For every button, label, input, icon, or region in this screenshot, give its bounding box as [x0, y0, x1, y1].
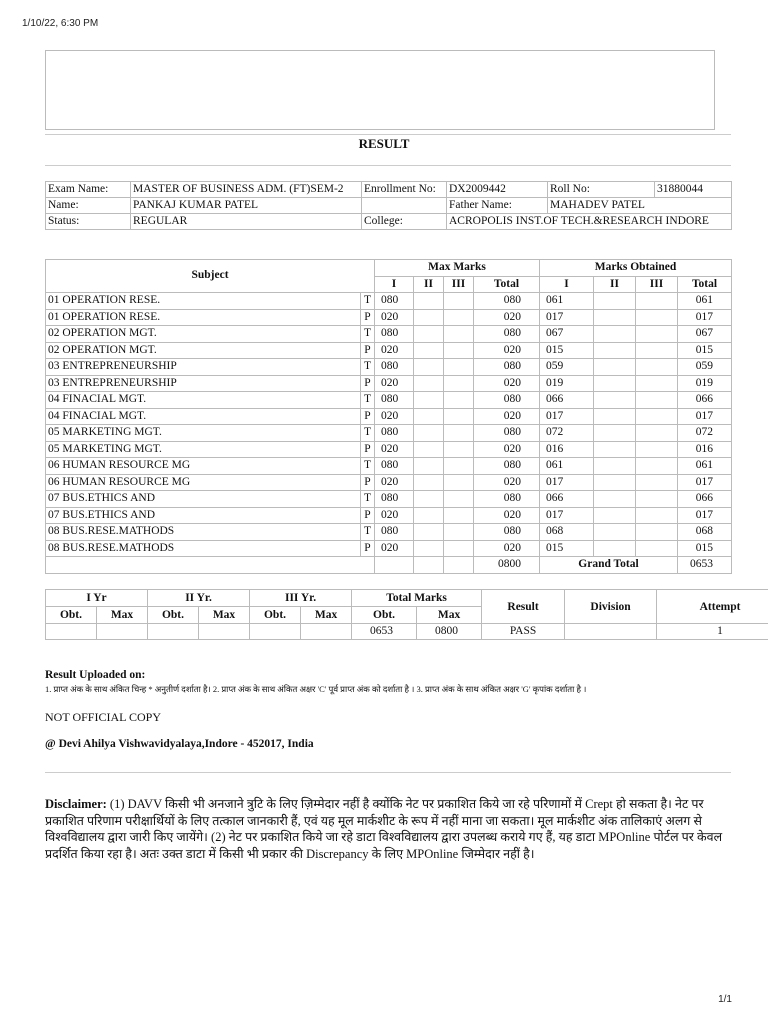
total-obt-value: 0653	[352, 624, 417, 640]
subject-cell: 06 HUMAN RESOURCE MG	[46, 474, 361, 491]
max-i-cell: 080	[375, 491, 414, 508]
max-total-cell: 020	[474, 309, 540, 326]
obt-ii-cell	[594, 392, 636, 409]
obt-i-cell: 066	[540, 491, 594, 508]
empty-cell	[301, 624, 352, 640]
max-total-cell: 080	[474, 359, 540, 376]
obt-iii-cell	[636, 326, 678, 343]
not-official-copy: NOT OFFICIAL COPY	[45, 710, 162, 724]
college-value: ACROPOLIS INST.OF TECH.&RESEARCH INDORE	[447, 214, 732, 230]
result-value: PASS	[482, 624, 565, 640]
max-total-cell: 020	[474, 540, 540, 557]
max-i-cell: 080	[375, 293, 414, 310]
page-title: RESULT	[358, 136, 410, 151]
max-i-cell: 080	[375, 524, 414, 541]
roll-value: 31880044	[655, 182, 732, 198]
type-cell: P	[361, 474, 375, 491]
empty-cell	[46, 624, 97, 640]
obt-col-ii: II	[594, 276, 636, 293]
ii-yr-obt: Obt.	[148, 607, 199, 624]
obt-iii-cell	[636, 425, 678, 442]
obt-iii-cell	[636, 540, 678, 557]
i-yr-obt: Obt.	[46, 607, 97, 624]
obt-i-cell: 019	[540, 375, 594, 392]
max-col-ii: II	[414, 276, 444, 293]
ii-yr-header: II Yr.	[148, 590, 250, 607]
empty-cell	[199, 624, 250, 640]
max-iii-cell	[444, 392, 474, 409]
table-row	[46, 507, 732, 524]
print-timestamp: 1/10/22, 6:30 PM	[22, 18, 99, 29]
max-ii-cell	[414, 458, 444, 475]
max-ii-cell	[414, 474, 444, 491]
max-iii-cell	[444, 293, 474, 310]
college-label: College:	[362, 214, 447, 230]
summary-table	[45, 589, 768, 640]
empty-cell	[362, 198, 447, 214]
max-ii-cell	[414, 441, 444, 458]
max-iii-cell	[444, 458, 474, 475]
max-iii-cell	[444, 491, 474, 508]
obt-total-cell: 015	[678, 342, 732, 359]
max-iii-cell	[444, 540, 474, 557]
grand-total-label: Grand Total	[540, 557, 678, 574]
max-grand-total: 0800	[474, 557, 540, 574]
max-ii-cell	[414, 309, 444, 326]
obt-total-cell: 067	[678, 326, 732, 343]
divider-top	[45, 134, 731, 135]
max-total-cell: 080	[474, 458, 540, 475]
header-banner-box	[45, 50, 715, 130]
table-row	[46, 458, 732, 475]
type-cell: P	[361, 342, 375, 359]
page-number: 1/1	[718, 994, 732, 1005]
max-ii-cell	[414, 392, 444, 409]
obt-total-cell: 072	[678, 425, 732, 442]
obt-total-cell: 017	[678, 474, 732, 491]
max-total-cell: 020	[474, 441, 540, 458]
max-total-cell: 080	[474, 524, 540, 541]
table-row	[46, 491, 732, 508]
obt-ii-cell	[594, 342, 636, 359]
max-col-total: Total	[474, 276, 540, 293]
max-i-cell: 020	[375, 309, 414, 326]
obt-i-cell: 017	[540, 408, 594, 425]
roll-label: Roll No:	[548, 182, 655, 198]
type-cell: T	[361, 524, 375, 541]
obt-ii-cell	[594, 474, 636, 491]
subject-cell: 02 OPERATION MGT.	[46, 342, 361, 359]
obt-ii-cell	[594, 540, 636, 557]
subject-cell: 04 FINACIAL MGT.	[46, 408, 361, 425]
obt-i-cell: 017	[540, 474, 594, 491]
status-label: Status:	[46, 214, 131, 230]
table-row	[46, 408, 732, 425]
info-row	[46, 182, 732, 198]
marks-table	[45, 259, 732, 574]
divider-footer	[45, 772, 731, 773]
result-header: Result	[482, 590, 565, 624]
obt-ii-cell	[594, 425, 636, 442]
obt-ii-cell	[594, 309, 636, 326]
max-i-cell: 020	[375, 342, 414, 359]
enrollment-label: Enrollment No:	[362, 182, 447, 198]
table-row	[46, 524, 732, 541]
obt-i-cell: 016	[540, 441, 594, 458]
max-ii-cell	[414, 342, 444, 359]
obt-i-cell: 072	[540, 425, 594, 442]
result-uploaded-label: Result Uploaded on:	[45, 669, 146, 681]
obt-total-cell: 059	[678, 359, 732, 376]
obt-i-cell: 017	[540, 309, 594, 326]
obt-i-cell: 068	[540, 524, 594, 541]
obt-iii-cell	[636, 441, 678, 458]
max-ii-cell	[414, 375, 444, 392]
max-total-cell: 020	[474, 507, 540, 524]
type-cell: P	[361, 507, 375, 524]
max-iii-cell	[444, 441, 474, 458]
max-i-cell: 020	[375, 408, 414, 425]
max-iii-cell	[444, 309, 474, 326]
obt-col-total: Total	[678, 276, 732, 293]
obt-i-cell: 066	[540, 392, 594, 409]
obt-ii-cell	[594, 491, 636, 508]
table-row	[46, 326, 732, 343]
marks-obtained-header: Marks Obtained	[540, 260, 732, 277]
table-row	[46, 342, 732, 359]
i-yr-header: I Yr	[46, 590, 148, 607]
iii-yr-max: Max	[301, 607, 352, 624]
empty-cell	[97, 624, 148, 640]
obt-iii-cell	[636, 474, 678, 491]
max-total-cell: 080	[474, 392, 540, 409]
type-cell: P	[361, 540, 375, 557]
subject-cell: 03 ENTREPRENEURSHIP	[46, 375, 361, 392]
subject-cell: 01 OPERATION RESE.	[46, 309, 361, 326]
disclaimer-label: Disclaimer:	[45, 797, 107, 811]
division-header: Division	[565, 590, 657, 624]
obt-ii-cell	[594, 293, 636, 310]
name-value: PANKAJ KUMAR PATEL	[131, 198, 362, 214]
max-total-cell: 020	[474, 474, 540, 491]
max-i-cell: 020	[375, 540, 414, 557]
i-yr-max: Max	[97, 607, 148, 624]
father-value: MAHADEV PATEL	[548, 198, 732, 214]
table-row	[46, 309, 732, 326]
obt-total-cell: 019	[678, 375, 732, 392]
obt-i-cell: 061	[540, 293, 594, 310]
subject-cell: 05 MARKETING MGT.	[46, 441, 361, 458]
subject-cell: 08 BUS.RESE.MATHODS	[46, 524, 361, 541]
subject-cell: 07 BUS.ETHICS AND	[46, 507, 361, 524]
subject-header: Subject	[46, 260, 375, 293]
subject-cell: 02 OPERATION MGT.	[46, 326, 361, 343]
obt-total-cell: 017	[678, 507, 732, 524]
max-iii-cell	[444, 375, 474, 392]
obt-i-cell: 015	[540, 342, 594, 359]
max-total-cell: 080	[474, 326, 540, 343]
obt-ii-cell	[594, 524, 636, 541]
type-cell: P	[361, 441, 375, 458]
subject-cell: 03 ENTREPRENEURSHIP	[46, 359, 361, 376]
obt-iii-cell	[636, 408, 678, 425]
obt-iii-cell	[636, 309, 678, 326]
obt-iii-cell	[636, 524, 678, 541]
empty-cell	[375, 557, 414, 574]
max-col-i: I	[375, 276, 414, 293]
max-iii-cell	[444, 425, 474, 442]
iii-yr-header: III Yr.	[250, 590, 352, 607]
obt-total-cell: 017	[678, 408, 732, 425]
max-i-cell: 080	[375, 425, 414, 442]
divider-title	[45, 165, 731, 166]
max-total-cell: 020	[474, 342, 540, 359]
total-max-header: Max	[417, 607, 482, 624]
subject-cell: 07 BUS.ETHICS AND	[46, 491, 361, 508]
total-obt-header: Obt.	[352, 607, 417, 624]
max-iii-cell	[444, 359, 474, 376]
obt-total-cell: 015	[678, 540, 732, 557]
summary-header-row	[46, 590, 768, 607]
max-ii-cell	[414, 293, 444, 310]
grand-total-row	[46, 557, 732, 574]
obt-iii-cell	[636, 342, 678, 359]
status-value: REGULAR	[131, 214, 362, 230]
info-row	[46, 198, 732, 214]
max-ii-cell	[414, 540, 444, 557]
marks-header-row	[46, 260, 732, 277]
obt-total-cell: 061	[678, 293, 732, 310]
total-marks-header: Total Marks	[352, 590, 482, 607]
obt-ii-cell	[594, 441, 636, 458]
enrollment-value: DX2009442	[447, 182, 548, 198]
attempt-value: 1	[657, 624, 768, 640]
obt-total-cell: 061	[678, 458, 732, 475]
type-cell: T	[361, 458, 375, 475]
total-max-value: 0800	[417, 624, 482, 640]
max-total-cell: 080	[474, 293, 540, 310]
obt-ii-cell	[594, 408, 636, 425]
max-i-cell: 020	[375, 375, 414, 392]
marks-notes: 1. प्राप्त अंक के साथ अंकित चिन्ह * अनुतीर्ण दर्शाता है। 2. प्राप्त अंक के साथ अंकित अक्षर 'C' पूर्व प्राप्त अंक को दर्शाता है । 3. प्राप्त अंक के साथ अंकित अक्षर 'G' कृपांक दर्शाता है ।	[45, 684, 587, 694]
max-iii-cell	[444, 474, 474, 491]
division-value	[565, 624, 657, 640]
max-i-cell: 020	[375, 441, 414, 458]
max-total-cell: 080	[474, 425, 540, 442]
empty-cell	[148, 624, 199, 640]
disclaimer-text: (1) DAVV किसी भी अनजाने त्रुटि के लिए ज़िम्मेदार नहीं है क्योंकि नेट पर प्रकाशित किये जा रहे परिणामों में Crept हो सकता है। नेट पर प्रकाशित परिणाम परीक्षार्थियों के लिए तत्काल जानकारी हैं, एवं यह मूल मार्कशीट के रूप में नहीं माना जा सकता। मूल मार्कशीट अंक तालिकाएं अलग से विश्वविद्यालय द्वारा जारी किए जायेंगे। (2) नेट पर प्रकाशित किये जा रहे डाटा विश्वविद्यालय द्वारा उपलब्ध कराये गए हैं, यह डाटा MPOnline पोर्टल पर केवल प्रदर्शित किया रहा है। अतः उक्त डाटा में किसी भी प्रकार की Discrepancy के लिए MPOnline जिम्मेदार नहीं है।	[45, 797, 723, 861]
type-cell: P	[361, 309, 375, 326]
name-label: Name:	[46, 198, 131, 214]
max-ii-cell	[414, 491, 444, 508]
max-iii-cell	[444, 326, 474, 343]
max-total-cell: 020	[474, 408, 540, 425]
max-ii-cell	[414, 408, 444, 425]
table-row	[46, 540, 732, 557]
subject-cell: 05 MARKETING MGT.	[46, 425, 361, 442]
obt-i-cell: 017	[540, 507, 594, 524]
obt-iii-cell	[636, 507, 678, 524]
empty-cell	[444, 557, 474, 574]
max-ii-cell	[414, 359, 444, 376]
obt-ii-cell	[594, 359, 636, 376]
iii-yr-obt: Obt.	[250, 607, 301, 624]
university-credit: @ Devi Ahilya Vishwavidyalaya,Indore - 452017, India	[45, 738, 314, 750]
obt-col-i: I	[540, 276, 594, 293]
obt-total-cell: 066	[678, 491, 732, 508]
subject-cell: 06 HUMAN RESOURCE MG	[46, 458, 361, 475]
obt-ii-cell	[594, 326, 636, 343]
table-row	[46, 425, 732, 442]
obt-col-iii: III	[636, 276, 678, 293]
father-label: Father Name:	[447, 198, 548, 214]
obt-i-cell: 067	[540, 326, 594, 343]
max-iii-cell	[444, 342, 474, 359]
obt-i-cell: 061	[540, 458, 594, 475]
type-cell: T	[361, 359, 375, 376]
max-ii-cell	[414, 507, 444, 524]
max-marks-header: Max Marks	[375, 260, 540, 277]
max-total-cell: 020	[474, 375, 540, 392]
table-row	[46, 441, 732, 458]
table-row	[46, 375, 732, 392]
table-row	[46, 359, 732, 376]
type-cell: T	[361, 425, 375, 442]
type-cell: P	[361, 408, 375, 425]
obt-total-cell: 066	[678, 392, 732, 409]
type-cell: T	[361, 392, 375, 409]
max-iii-cell	[444, 507, 474, 524]
table-row	[46, 293, 732, 310]
max-total-cell: 080	[474, 491, 540, 508]
ii-yr-max: Max	[199, 607, 250, 624]
obt-ii-cell	[594, 458, 636, 475]
max-col-iii: III	[444, 276, 474, 293]
grand-total-value: 0653	[678, 557, 732, 574]
obt-iii-cell	[636, 392, 678, 409]
max-i-cell: 020	[375, 474, 414, 491]
type-cell: T	[361, 491, 375, 508]
disclaimer	[45, 796, 733, 862]
max-i-cell: 020	[375, 507, 414, 524]
max-i-cell: 080	[375, 359, 414, 376]
max-ii-cell	[414, 326, 444, 343]
table-row	[46, 392, 732, 409]
obt-total-cell: 068	[678, 524, 732, 541]
max-ii-cell	[414, 425, 444, 442]
obt-total-cell: 017	[678, 309, 732, 326]
subject-cell: 08 BUS.RESE.MATHODS	[46, 540, 361, 557]
obt-iii-cell	[636, 491, 678, 508]
obt-iii-cell	[636, 293, 678, 310]
obt-i-cell: 059	[540, 359, 594, 376]
attempt-header: Attempt	[657, 590, 768, 624]
table-row	[46, 474, 732, 491]
student-info-table	[45, 181, 732, 230]
summary-value-row	[46, 624, 768, 640]
type-cell: P	[361, 375, 375, 392]
max-i-cell: 080	[375, 326, 414, 343]
obt-iii-cell	[636, 458, 678, 475]
info-row	[46, 214, 732, 230]
exam-name-label: Exam Name:	[46, 182, 131, 198]
subject-cell: 04 FINACIAL MGT.	[46, 392, 361, 409]
max-ii-cell	[414, 524, 444, 541]
max-i-cell: 080	[375, 458, 414, 475]
max-i-cell: 080	[375, 392, 414, 409]
type-cell: T	[361, 326, 375, 343]
type-cell: T	[361, 293, 375, 310]
max-iii-cell	[444, 408, 474, 425]
max-iii-cell	[444, 524, 474, 541]
exam-name-value: MASTER OF BUSINESS ADM. (FT)SEM-2	[131, 182, 362, 198]
empty-cell	[414, 557, 444, 574]
obt-ii-cell	[594, 375, 636, 392]
obt-iii-cell	[636, 359, 678, 376]
empty-cell	[250, 624, 301, 640]
obt-i-cell: 015	[540, 540, 594, 557]
empty-cell	[46, 557, 375, 574]
obt-total-cell: 016	[678, 441, 732, 458]
obt-ii-cell	[594, 507, 636, 524]
obt-iii-cell	[636, 375, 678, 392]
subject-cell: 01 OPERATION RESE.	[46, 293, 361, 310]
